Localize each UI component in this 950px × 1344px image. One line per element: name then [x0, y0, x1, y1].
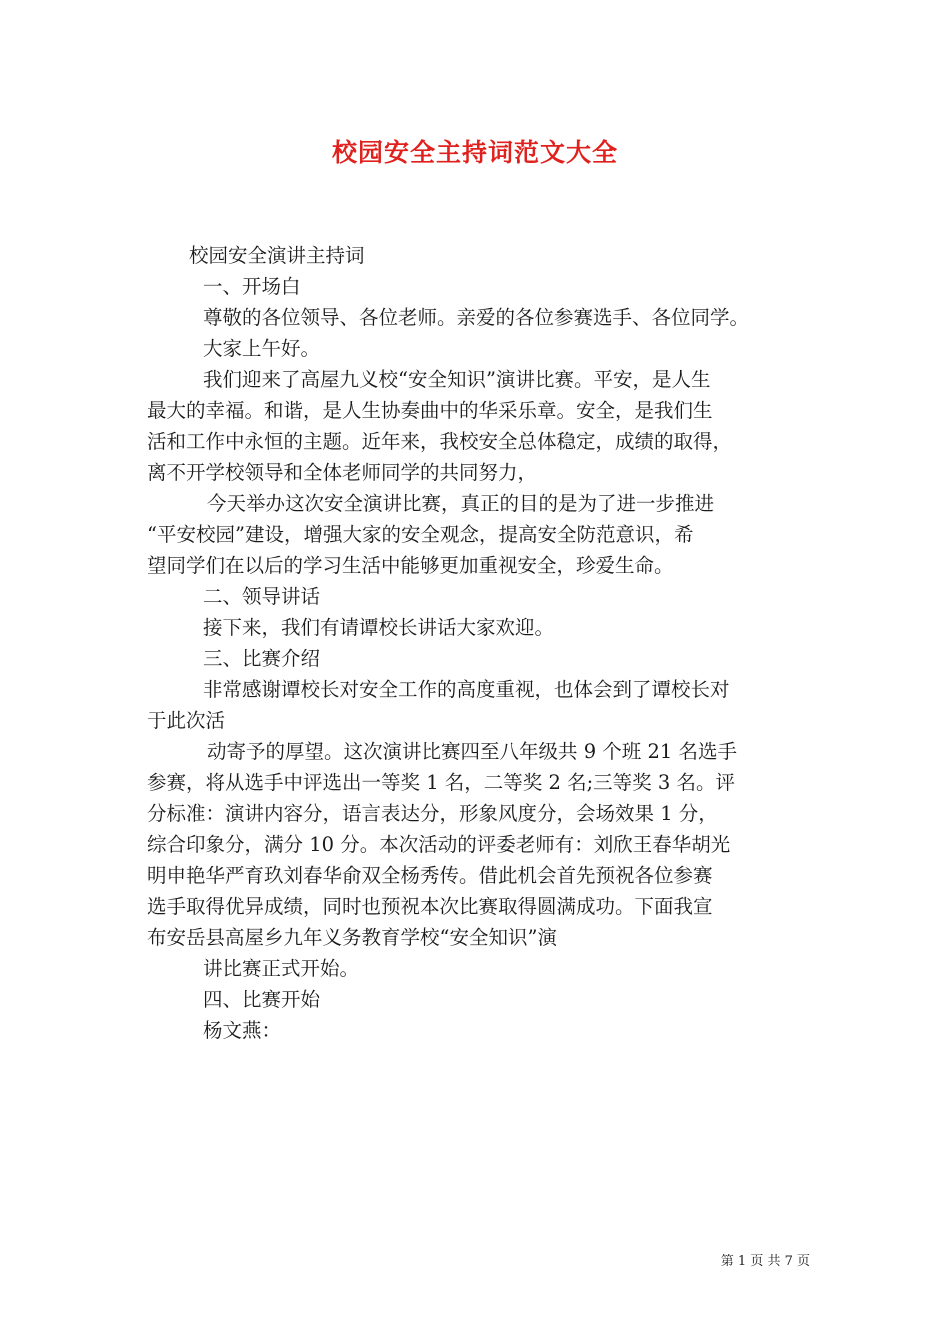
body-line: 选手取得优异成绩，同时也预祝本次比赛取得圆满成功。下面我宣 — [147, 895, 713, 918]
body-line: 于此次活 — [147, 709, 226, 732]
body-line: 尊敬的各位领导、各位老师。亲爱的各位参赛选手、各位同学。 — [203, 306, 750, 329]
body-line: 三、比赛介绍 — [203, 647, 321, 670]
body-line: 二、领导讲话 — [203, 585, 321, 608]
body-line: 杨文燕： — [203, 1019, 282, 1042]
page-number: 第 1 页 共 7 页 — [720, 1254, 810, 1269]
body-line: 综合印象分，满分 10 分。本次活动的评委老师有：刘欣王春华胡光 — [147, 833, 731, 856]
body-line: 活和工作中永恒的主题。近年来，我校安全总体稳定，成绩的取得， — [147, 430, 733, 453]
document-body — [147, 240, 812, 1046]
body-line: 我们迎来了高屋九义校“安全知识”演讲比赛。平安，是人生 — [203, 368, 711, 391]
body-line: 讲比赛正式开始。 — [203, 957, 360, 980]
body-line: 校园安全演讲主持词 — [189, 244, 365, 267]
body-line: 今天举办这次安全演讲比赛，真正的目的是为了进一步推进 — [207, 492, 715, 515]
body-line: 大家上午好。 — [203, 337, 321, 360]
body-line: 参赛，将从选手中评选出一等奖 1 名，二等奖 2 名;三等奖 3 名。评 — [147, 771, 735, 794]
body-line: “平安校园”建设，增强大家的安全观念，提高安全防范意识，希 — [147, 523, 694, 546]
body-line: 明申艳华严育玖刘春华俞双全杨秀传。借此机会首先预祝各位参赛 — [147, 864, 713, 887]
body-line: 非常感谢谭校长对安全工作的高度重视，也体会到了谭校长对 — [203, 678, 730, 701]
body-line: 一、开场白 — [203, 275, 301, 298]
body-line: 离不开学校领导和全体老师同学的共同努力， — [147, 461, 538, 484]
body-line: 四、比赛开始 — [203, 988, 321, 1011]
body-line: 望同学们在以后的学习生活中能够更加重视安全，珍爱生命。 — [147, 554, 674, 577]
body-line: 接下来，我们有请谭校长讲话大家欢迎。 — [203, 616, 555, 639]
body-line: 布安岳县高屋乡九年义务教育学校“安全知识”演 — [147, 926, 557, 949]
document-title: 校园安全主持词范文大全 — [331, 138, 618, 167]
body-line: 动寄予的厚望。这次演讲比赛四至八年级共 9 个班 21 名选手 — [207, 740, 738, 763]
body-line: 分标准：演讲内容分，语言表达分，形象风度分，会场效果 1 分， — [147, 802, 718, 825]
body-line: 最大的幸福。和谐，是人生协奏曲中的华采乐章。安全，是我们生 — [147, 399, 713, 422]
